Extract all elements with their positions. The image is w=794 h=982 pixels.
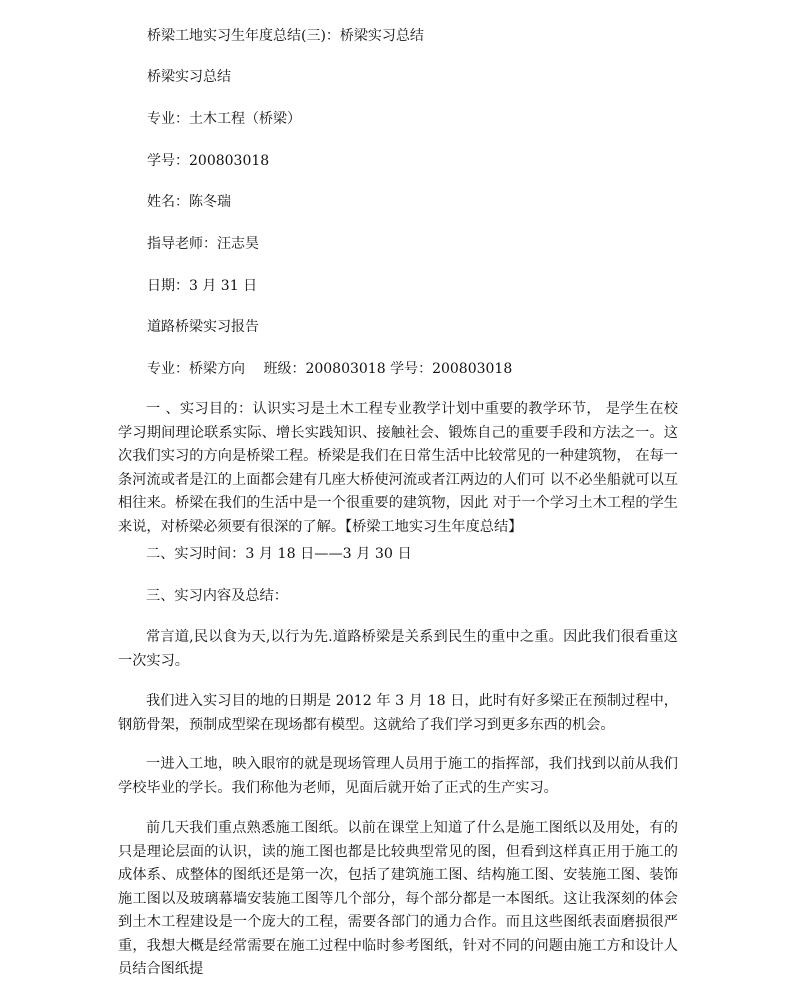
document-title: 桥梁工地实习生年度总结(三)：桥梁实习总结	[147, 28, 424, 44]
class-info-line: 专业：桥梁方向 班级：200803018 学号：200803018	[147, 361, 513, 377]
document-subtitle: 桥梁实习总结	[147, 69, 231, 85]
paragraph-arrival: 我们进入实习目的地的日期是 2012 年 3 月 18 日，此时有好多梁正在预制过程中，钢筋骨架，预制成型梁在现场都有模型。这就给了我们学习到更多东西的机会。	[118, 693, 678, 733]
date-line: 日期：3 月 31 日	[147, 278, 258, 294]
paragraph-intro: 常言道,民以食为天,以行为先.道路桥梁是关系到民生的重中之重。因此我们很看重这一次实习。	[118, 629, 678, 669]
name-line: 姓名：陈冬瑞	[147, 194, 231, 210]
paragraph-time: 二、实习时间：3 月 18 日——3 月 30 日	[146, 546, 412, 562]
paragraph-content-heading: 三、实习内容及总结：	[146, 588, 288, 604]
student-id-line: 学号：200803018	[147, 153, 270, 169]
paragraph-site: 一进入工地，映入眼帘的就是现场管理人员用于施工的指挥部，我们找到以前从我们学校毕业的学长。我们称他为老师，见面后就开始了正式的生产实习。	[118, 756, 678, 796]
paragraph-purpose: 一 、实习目的：认识实习是土木工程专业教学计划中重要的教学环节， 是学生在校学习期间理论联系实际、增长实践知识、接触社会、锻炼自己的重要手段和方法之一。这次我们实习的方向是桥梁工程。桥梁是我们在日常生活中比较常见的一种建筑物， 在每一条河流或者是江的上面都会建有几座大桥使河流或者江两边的人们可 以不必坐船就可以互相往来。桥梁在我们的生活中是一个很重要的建筑物，因此 对于一个学习土木工程的学生来说，对桥梁必须要有很深的了解。【桥梁工地实习生年度总结】	[118, 401, 678, 535]
report-title: 道路桥梁实习报告	[147, 319, 259, 335]
major-line: 专业：土木工程（桥梁）	[147, 111, 301, 127]
advisor-line: 指导老师：汪志昊	[147, 236, 259, 252]
paragraph-drawings: 前几天我们重点熟悉施工图纸。以前在课堂上知道了什么是施工图纸以及用处，有的只是理论层面的认识，读的施工图也都是比较典型常见的图，但看到这样真正用于施工的成体系、成整体的图纸还是第一次，包括了建筑施工图、结构施工图、安装施工图、装饰施工图以及玻璃幕墙安装施工图等几个部分，每个部分都是一本图纸。这让我深刻的体会到土木工程建设是一个庞大的工程，需要各部门的通力合作。而且这些图纸表面磨损很严重，我想大概是经常需要在施工过程中临时参考图纸，针对不同的问题由施工方和设计人员结合图纸提	[118, 820, 678, 977]
